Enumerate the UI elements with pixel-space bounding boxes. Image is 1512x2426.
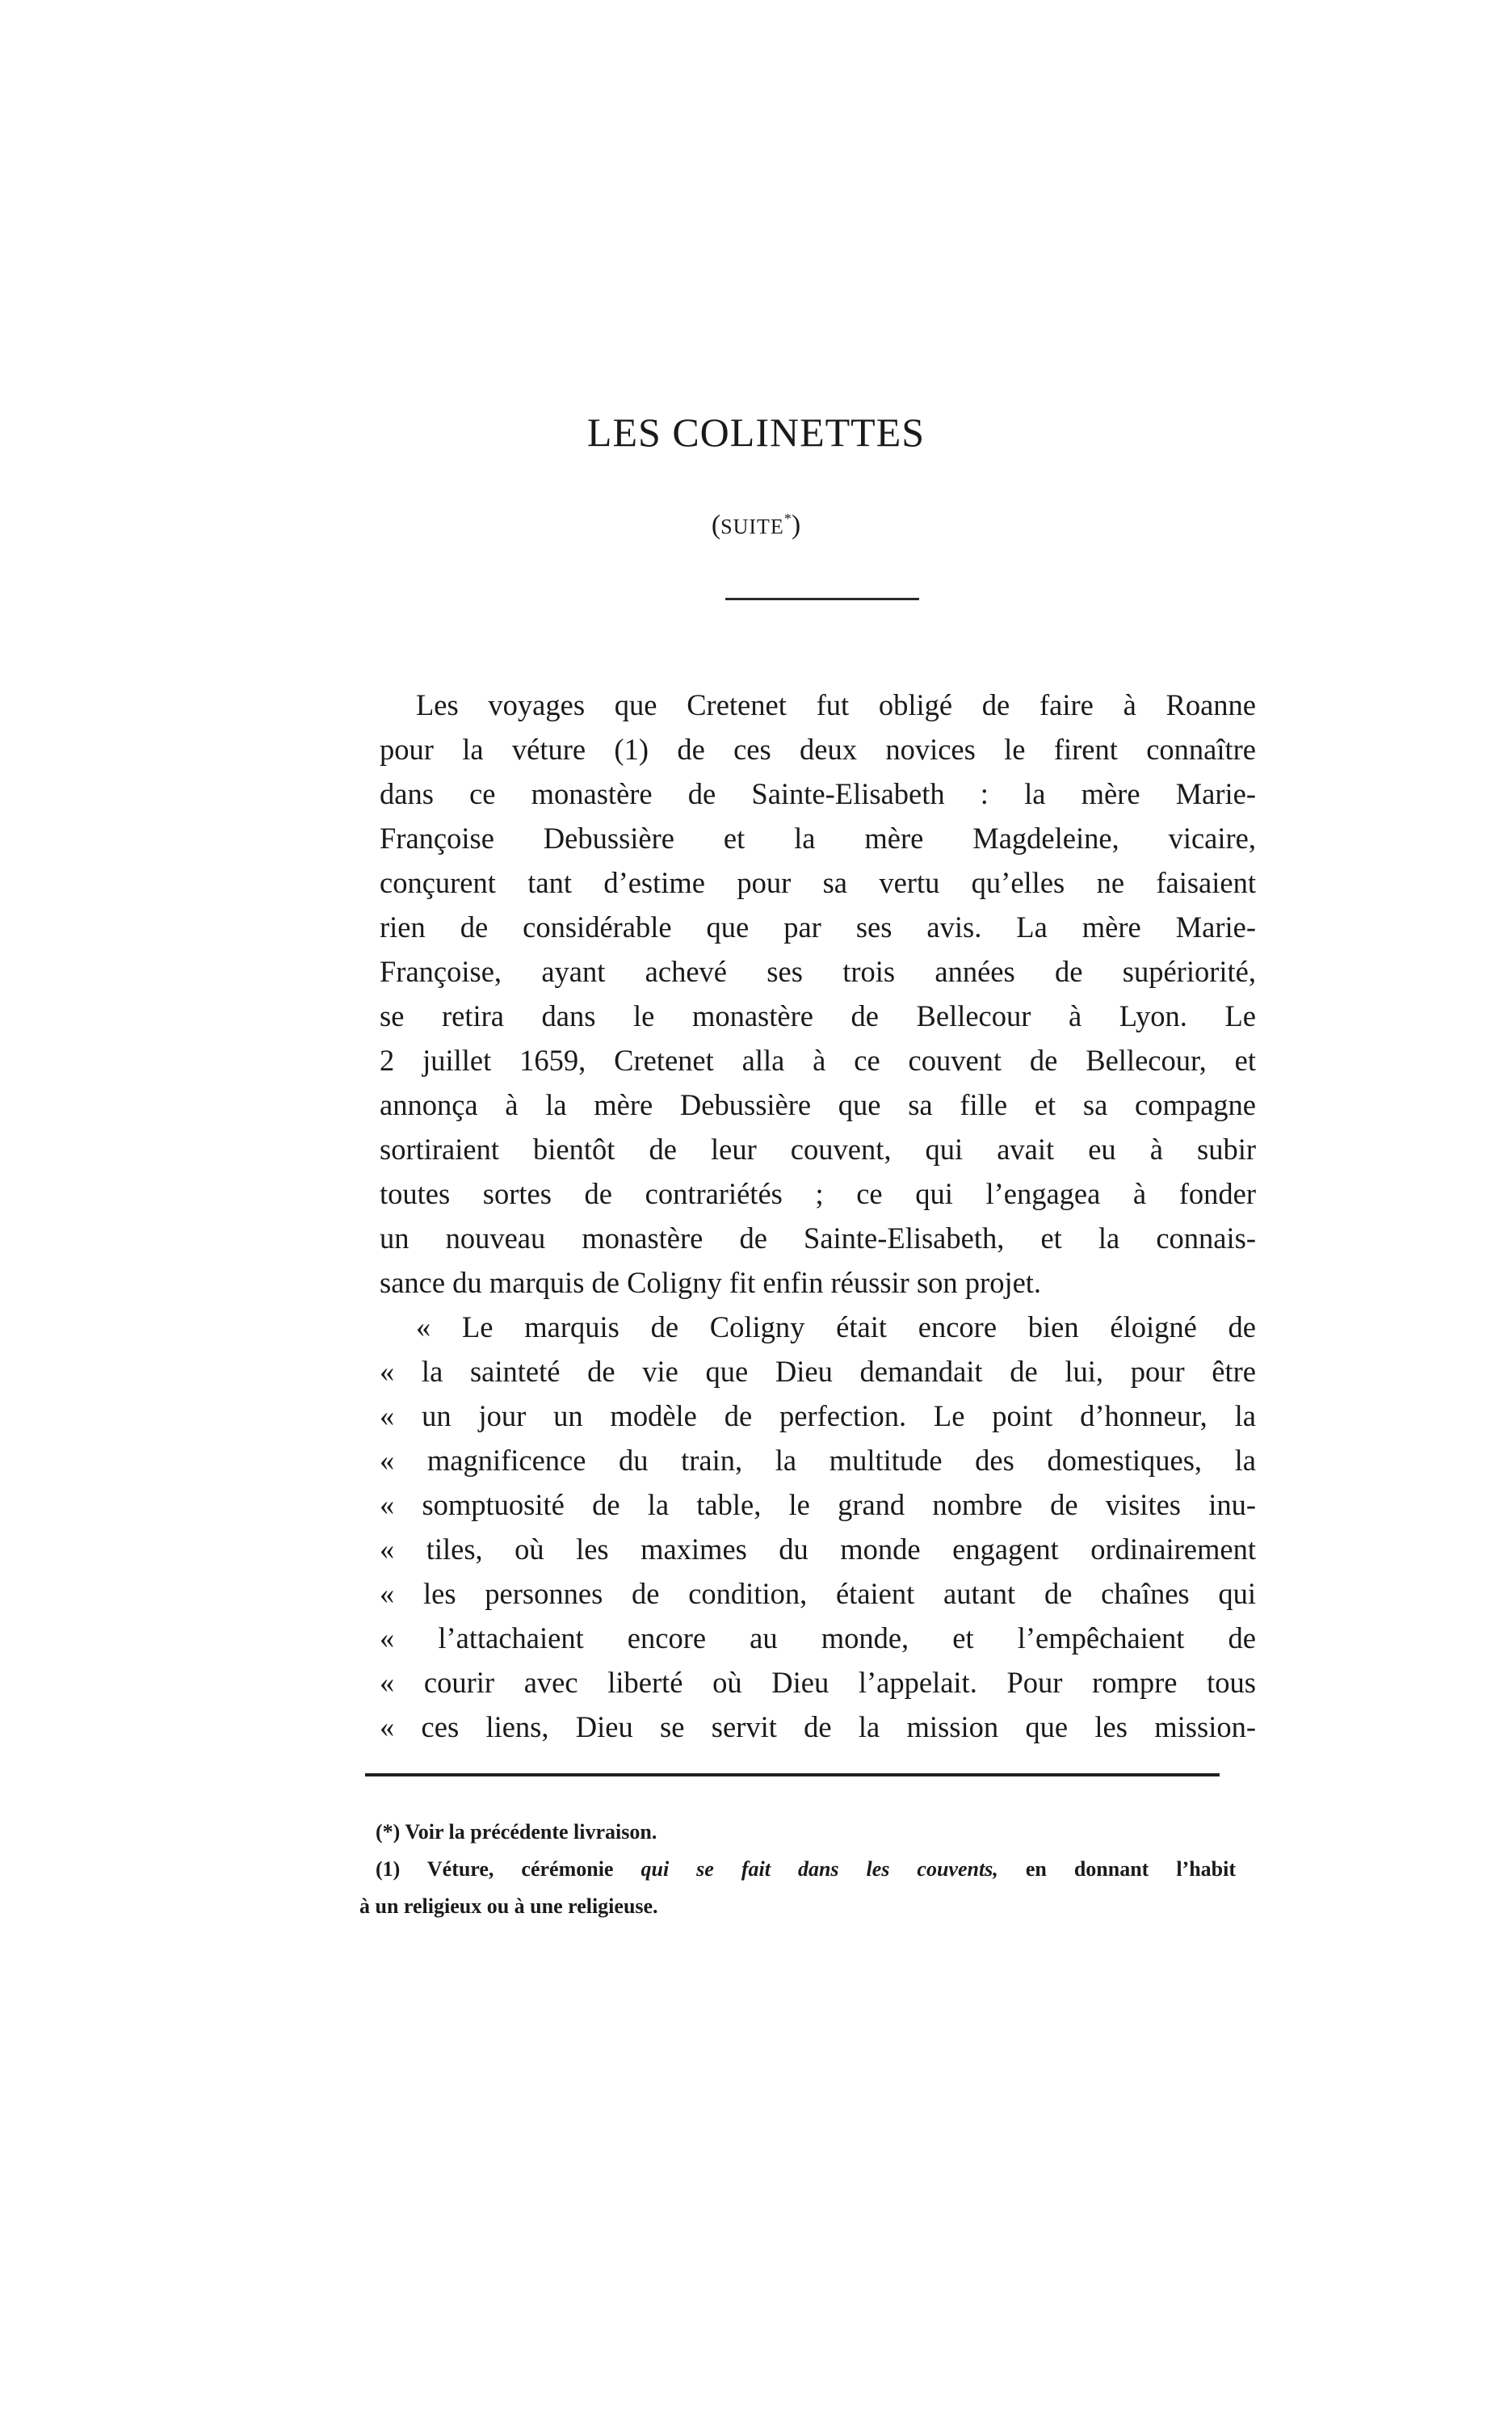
- quote-line: « courir avec liberté où Dieu l’appelait. Pour rompre tous: [380, 1666, 1256, 1699]
- text-line: rien de considérable que par ses avis. La mère Marie-: [380, 910, 1256, 944]
- text-line: toutes sortes de contrariétés ; ce qui l’engagea à fonder: [380, 1177, 1256, 1210]
- footnote-1-text-b: qui se fait dans les couvents,: [640, 1857, 998, 1881]
- footnote-1-text-c: en donnant l’habit: [1025, 1857, 1237, 1881]
- footnote-1: [359, 1851, 1236, 1888]
- quote-line: « magnificence du train, la multitude des domestiques, la: [380, 1444, 1256, 1477]
- footnote-1-marker: (1): [376, 1857, 401, 1881]
- footnote-star-marker: (*): [376, 1820, 401, 1844]
- subtitle-open-paren: (: [711, 510, 721, 540]
- text-line: conçurent tant d’estime pour sa vertu qu’elles ne faisaient: [380, 866, 1256, 899]
- text-line: 2 juillet 1659, Cretenet alla à ce couvent de Bellecour, et: [380, 1044, 1256, 1077]
- footnote-1-continuation: à un religieux ou à une religieuse.: [359, 1894, 658, 1918]
- text-line: Françoise, ayant achevé ses trois années de supériorité,: [380, 955, 1256, 988]
- quote-line: « Le marquis de Coligny était encore bien éloigné de: [416, 1310, 1256, 1343]
- text-line: se retira dans le monastère de Bellecour à Lyon. Le: [380, 999, 1256, 1032]
- text-line: annonça à la mère Debussière que sa fille et sa compagne: [380, 1088, 1256, 1121]
- subtitle-footnote-mark: *: [783, 511, 792, 527]
- body-text: [380, 683, 1256, 1749]
- text-line: dans ce monastère de Sainte-Elisabeth : la mère Marie-: [380, 777, 1256, 810]
- text-line: pour la véture (1) de ces deux novices le firent connaître: [380, 733, 1256, 766]
- footnote-star: [359, 1814, 1236, 1851]
- footnote-star-text: Voir la précédente livraison.: [405, 1820, 657, 1844]
- text-line: sortiraient bientôt de leur couvent, qui avait eu à subir: [380, 1133, 1256, 1166]
- text-line: sance du marquis de Coligny fit enfin réussir son projet.: [380, 1266, 1042, 1299]
- footnote-1-text-a: Véture, cérémonie: [426, 1857, 614, 1881]
- text-line: Les voyages que Cretenet fut obligé de faire à Roanne: [416, 688, 1256, 721]
- footnote-divider: [365, 1773, 1220, 1776]
- quote-line: « un jour un modèle de perfection. Le point d’honneur, la: [380, 1399, 1256, 1432]
- text-line: un nouveau monastère de Sainte-Elisabeth, et la connais-: [380, 1221, 1256, 1255]
- quote-line: « les personnes de condition, étaient autant de chaînes qui: [380, 1577, 1256, 1610]
- quote-line: « ces liens, Dieu se servit de la mission que les mission-: [380, 1710, 1256, 1743]
- page-subtitle: [0, 502, 1512, 543]
- quote-line: « tiles, où les maximes du monde engagent ordinairement: [380, 1533, 1256, 1566]
- quote-line: « l’attachaient encore au monde, et l’empêchaient de: [380, 1621, 1256, 1654]
- quote-line: « la sainteté de vie que Dieu demandait de lui, pour être: [380, 1355, 1256, 1388]
- quote-line: « somptuosité de la table, le grand nombre de visites inu-: [380, 1488, 1256, 1521]
- subtitle-close-paren: ): [791, 510, 801, 540]
- text-line: Françoise Debussière et la mère Magdeleine, vicaire,: [380, 822, 1256, 855]
- title-divider: [725, 598, 919, 600]
- subtitle-word: SUITE: [720, 515, 784, 539]
- page-title: LES COLINETTES: [586, 410, 926, 455]
- footnotes: [359, 1814, 1236, 1925]
